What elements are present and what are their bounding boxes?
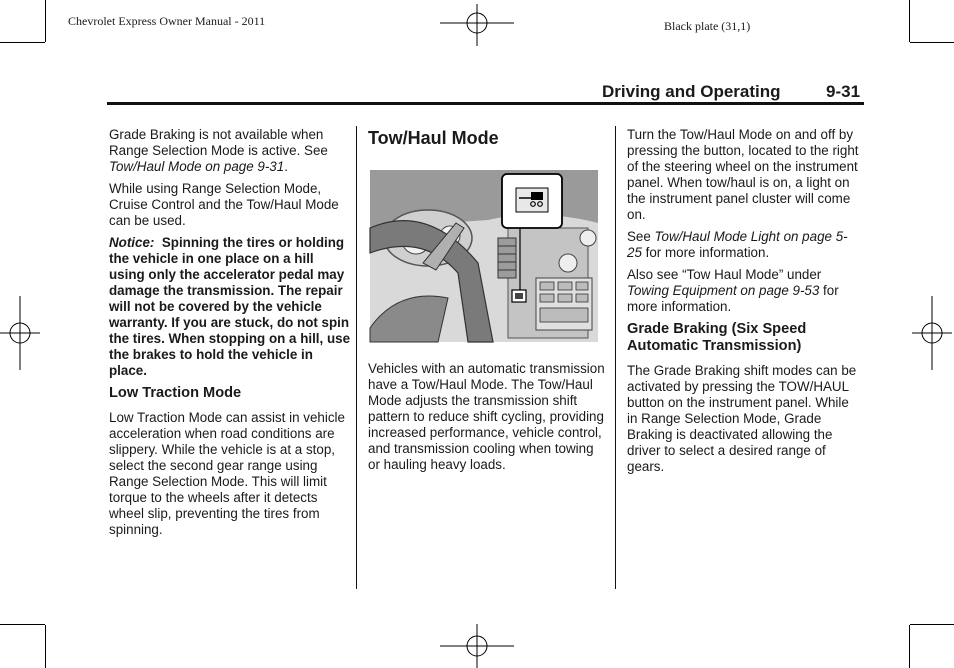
column-divider (615, 126, 616, 589)
manual-title: Chevrolet Express Owner Manual - 2011 (68, 14, 266, 28)
paragraph (109, 127, 351, 175)
column-middle (368, 127, 608, 479)
header-rule (107, 102, 864, 105)
crop-mark (0, 624, 45, 625)
crop-mark (910, 624, 954, 625)
notice (109, 235, 351, 379)
crop-mark (45, 0, 46, 42)
crop-mark (909, 625, 910, 668)
paragraph (627, 229, 860, 261)
registration-mark-left (0, 296, 40, 370)
heading-low-traction-mode: Low Traction Mode (109, 385, 242, 401)
text: for more information. (641, 245, 770, 260)
heading-grade-braking: Grade Braking (Six Speed Automatic Transmission) (627, 321, 807, 354)
paragraph: Turn the Tow/Haul Mode on and off by pressing the button, located to the right of the steering wheel on the instrument panel. When tow/haul is on, a light on the instrument panel cluster will come on. (627, 127, 859, 222)
paragraph: Vehicles with an automatic transmission have a Tow/Haul Mode. The Tow/Haul Mode adjusts the transmission shift pattern to reduce shift cycling, providing increased performance, vehicle control, and transmission cooling when towing or hauling heavy loads. (368, 361, 605, 472)
paragraph: Low Traction Mode can assist in vehicle acceleration when road conditions are slippery. While the vehicle is at a stop, select the second gear range using Range Selection Mode. This will limit torque to the wheels after it detects wheel slip, preventing the tires from spinning. (109, 410, 345, 537)
registration-mark-right (912, 296, 952, 370)
paragraph: While using Range Selection Mode, Cruise Control and the Tow/Haul Mode can be used. (109, 181, 339, 228)
column-right (627, 127, 860, 481)
notice-label: Notice: (109, 235, 155, 250)
cross-reference: Tow/Haul Mode on page 9-31 (109, 159, 285, 174)
paragraph (627, 267, 860, 315)
column-left (109, 127, 351, 544)
text: Also see “Tow Haul Mode” under (627, 267, 822, 282)
instrument-panel-illustration (368, 168, 600, 344)
text: . (284, 159, 288, 174)
crop-mark (909, 0, 910, 42)
column-divider (356, 126, 357, 589)
crop-mark (45, 625, 46, 668)
page-number: 9-31 (826, 82, 861, 101)
text: for more information. (627, 283, 839, 314)
notice-text: Spinning the tires or holding the vehicle in one place on a hill using only the accelerator pedal may damage the transmission. The repair will not be covered by the vehicle warranty. If you are stuck, do not spin the tires. When stopping on a hill, use the brakes to hold the vehicle in place. (109, 235, 351, 378)
registration-mark-bottom (440, 624, 514, 668)
heading-tow-haul-mode: Tow/Haul Mode (368, 128, 499, 148)
text: See (627, 229, 655, 244)
plate-label: Black plate (31,1) (664, 19, 751, 33)
text: Grade Braking is not available when Range Selection Mode is active. See (109, 127, 328, 158)
registration-mark-top (440, 4, 514, 46)
cross-reference: Tow/Haul Mode Light on page 5-25 (627, 229, 848, 260)
crop-mark (0, 42, 45, 43)
section-title: Driving and Operating (602, 82, 781, 101)
crop-mark (910, 42, 954, 43)
paragraph: The Grade Braking shift modes can be activated by pressing the TOW/HAUL button on the instrument panel. While in Range Selection Mode, Grade Braking is deactivated allowing the driver to select a desired range of gears. (627, 363, 857, 474)
cross-reference: Towing Equipment on page 9-53 (627, 283, 820, 298)
